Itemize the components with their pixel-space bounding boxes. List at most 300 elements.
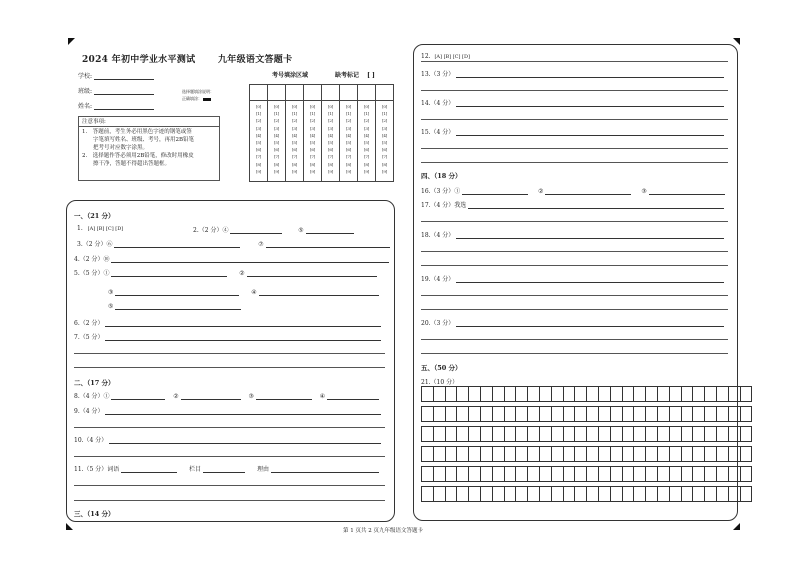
essay-cell[interactable] [705,467,717,482]
essay-cell[interactable] [681,447,693,462]
q17-answer-line[interactable] [421,221,728,222]
id-digit-write-cell[interactable] [304,85,322,101]
essay-cell[interactable] [705,407,717,422]
essay-cell[interactable] [728,487,740,502]
q16-answer-line[interactable] [649,188,725,195]
id-digit-bubble[interactable]: [0] [273,104,280,109]
essay-cell[interactable] [705,427,717,442]
essay-cell[interactable] [598,487,610,502]
essay-cell[interactable] [445,467,457,482]
id-digit-bubble-column[interactable] [322,101,340,182]
id-digit-bubble[interactable]: [0] [291,104,298,109]
essay-cell[interactable] [433,487,445,502]
id-digit-bubble[interactable]: [4] [309,132,316,138]
essay-cell[interactable] [598,447,610,462]
id-digit-bubble[interactable]: [5] [291,140,298,146]
id-digit-bubble[interactable]: [9] [291,168,298,174]
essay-cell[interactable] [587,487,599,502]
id-digit-bubble[interactable]: [3] [273,125,280,131]
essay-cell[interactable] [539,387,551,402]
q3-answer-line[interactable] [114,241,240,248]
id-digit-write-cell[interactable] [340,85,358,101]
essay-cell[interactable] [740,387,752,402]
essay-cell[interactable] [622,447,634,462]
essay-cell[interactable] [669,427,681,442]
id-digit-bubble[interactable]: [7] [381,154,388,160]
id-digit-bubble[interactable]: [8] [327,161,334,167]
essay-cell[interactable] [716,427,728,442]
essay-cell[interactable] [469,467,481,482]
essay-cell[interactable] [504,487,516,502]
essay-cell[interactable] [610,407,622,422]
essay-cell[interactable] [728,387,740,402]
q5-answer-line[interactable] [115,289,239,296]
essay-cell[interactable] [587,387,599,402]
class-input-line[interactable] [94,88,154,95]
essay-cell[interactable] [693,467,705,482]
q2-answer-line[interactable] [306,227,354,234]
essay-cell[interactable] [740,407,752,422]
q10-answer-line[interactable] [74,456,385,457]
essay-cell[interactable] [681,427,693,442]
essay-cell[interactable] [528,487,540,502]
id-digit-bubble[interactable]: [1] [381,111,388,117]
q11-reason-line[interactable] [271,466,379,473]
essay-cell[interactable] [622,407,634,422]
name-field[interactable] [78,101,154,110]
essay-cell[interactable] [492,387,504,402]
essay-cell[interactable] [480,487,492,502]
essay-cell[interactable] [563,407,575,422]
essay-cell[interactable] [610,447,622,462]
id-digit-bubble[interactable]: [6] [291,147,298,153]
essay-cell[interactable] [610,427,622,442]
essay-cell[interactable] [469,387,481,402]
q18-answer-line[interactable] [421,265,728,266]
essay-cell[interactable] [634,487,646,502]
id-digit-bubble[interactable]: [2] [345,118,352,124]
essay-cell[interactable] [457,487,469,502]
essay-cell[interactable] [740,447,752,462]
id-digit-bubble[interactable]: [3] [255,125,262,131]
essay-cell[interactable] [575,407,587,422]
essay-cell[interactable] [622,427,634,442]
essay-cell[interactable] [492,407,504,422]
essay-cell[interactable] [457,467,469,482]
id-digit-bubble[interactable]: [8] [345,161,352,167]
id-digit-write-cell[interactable] [250,85,268,101]
q15-answer-line[interactable] [456,129,724,136]
id-digit-bubble[interactable]: [5] [381,140,388,146]
id-digit-bubble[interactable]: [8] [291,161,298,167]
essay-cell[interactable] [681,387,693,402]
id-digit-bubble[interactable]: [5] [363,140,370,146]
essay-cell[interactable] [516,447,528,462]
essay-cell[interactable] [422,387,434,402]
q19-answer-line[interactable] [421,295,728,296]
essay-cell[interactable] [728,407,740,422]
id-digit-write-cell[interactable] [376,85,394,101]
essay-cell[interactable] [551,447,563,462]
essay-cell[interactable] [634,407,646,422]
essay-cell[interactable] [551,427,563,442]
id-digit-bubble[interactable]: [9] [381,168,388,174]
id-digit-bubble[interactable]: [2] [381,118,388,124]
q4-answer-line[interactable] [111,256,389,263]
q5-answer-line[interactable] [247,270,377,277]
essay-cell[interactable] [693,427,705,442]
q17-answer-line[interactable] [468,202,724,209]
essay-cell[interactable] [622,487,634,502]
essay-cell[interactable] [516,487,528,502]
essay-cell[interactable] [528,427,540,442]
essay-cell[interactable] [457,447,469,462]
essay-cell[interactable] [657,467,669,482]
essay-cell[interactable] [646,447,658,462]
essay-cell[interactable] [551,487,563,502]
essay-cell[interactable] [693,447,705,462]
q15-answer-line[interactable] [421,162,728,163]
id-digit-bubble[interactable]: [6] [345,147,352,153]
q20-answer-line[interactable] [456,320,724,327]
essay-cell[interactable] [705,447,717,462]
id-digit-bubble[interactable]: [1] [345,111,352,117]
essay-cell[interactable] [504,387,516,402]
q19-answer-line[interactable] [421,309,728,310]
id-digit-bubble[interactable]: [7] [363,154,370,160]
essay-cell[interactable] [469,407,481,422]
id-digit-bubble[interactable]: [6] [255,147,262,153]
essay-cell[interactable] [669,387,681,402]
id-digit-bubble[interactable]: [4] [291,132,298,138]
essay-cell[interactable] [634,427,646,442]
id-digit-bubble[interactable]: [8] [273,161,280,167]
essay-cell[interactable] [716,447,728,462]
essay-cell[interactable] [669,467,681,482]
essay-cell[interactable] [634,447,646,462]
essay-cell[interactable] [716,387,728,402]
essay-cell[interactable] [740,427,752,442]
essay-cell[interactable] [528,447,540,462]
q16-answer-line[interactable] [545,188,631,195]
essay-cell[interactable] [516,467,528,482]
essay-cell[interactable] [657,427,669,442]
id-digit-bubble[interactable]: [5] [327,140,334,146]
id-digit-bubble[interactable]: [6] [381,147,388,153]
essay-cell[interactable] [422,447,434,462]
essay-cell[interactable] [539,407,551,422]
essay-cell[interactable] [528,407,540,422]
q12-choices[interactable]: [A] [B] [C] [D] [434,54,470,60]
id-digit-bubble[interactable]: [2] [363,118,370,124]
essay-cell[interactable] [646,387,658,402]
essay-cell[interactable] [716,467,728,482]
essay-cell[interactable] [480,467,492,482]
essay-cell[interactable] [669,407,681,422]
q6-answer-line[interactable] [105,320,381,327]
q20-answer-line[interactable] [421,339,728,340]
id-digit-bubble[interactable]: [8] [309,161,316,167]
essay-cell[interactable] [587,467,599,482]
id-digit-bubble[interactable]: [1] [273,111,280,117]
essay-cell[interactable] [445,407,457,422]
id-digit-write-cell[interactable] [322,85,340,101]
essay-cell[interactable] [657,407,669,422]
essay-cell[interactable] [539,487,551,502]
q20-answer-line[interactable] [421,353,728,354]
essay-cell[interactable] [681,487,693,502]
essay-cell[interactable] [728,467,740,482]
id-digit-bubble[interactable]: [1] [255,111,262,117]
essay-cell[interactable] [457,387,469,402]
essay-cell[interactable] [728,447,740,462]
id-digit-bubble[interactable]: [9] [273,168,280,174]
essay-cell[interactable] [598,467,610,482]
essay-cell[interactable] [705,487,717,502]
essay-cell[interactable] [693,387,705,402]
essay-cell[interactable] [422,407,434,422]
essay-grid[interactable] [421,386,752,502]
id-digit-bubble[interactable]: [9] [363,168,370,174]
essay-cell[interactable] [563,467,575,482]
essay-cell[interactable] [492,427,504,442]
id-digit-bubble[interactable]: [7] [255,154,262,160]
id-digit-bubble[interactable]: [3] [381,125,388,131]
essay-cell[interactable] [492,487,504,502]
essay-cell[interactable] [504,467,516,482]
essay-cell[interactable] [445,447,457,462]
essay-cell[interactable] [480,427,492,442]
essay-cell[interactable] [433,387,445,402]
q8-answer-line[interactable] [111,393,165,400]
q18-answer-line[interactable] [456,232,724,239]
essay-cell[interactable] [445,487,457,502]
essay-cell[interactable] [422,467,434,482]
id-digit-bubble[interactable]: [7] [345,154,352,160]
essay-cell[interactable] [657,447,669,462]
essay-cell[interactable] [598,407,610,422]
essay-cell[interactable] [716,407,728,422]
id-digit-bubble-column[interactable] [358,101,376,182]
essay-cell[interactable] [634,467,646,482]
essay-cell[interactable] [516,427,528,442]
id-digit-bubble[interactable]: [4] [345,132,352,138]
q5-answer-line[interactable] [115,303,241,310]
essay-cell[interactable] [433,467,445,482]
essay-cell[interactable] [740,467,752,482]
q2-answer-line[interactable] [230,227,282,234]
id-digit-bubble[interactable]: [9] [255,168,262,174]
id-digit-bubble[interactable]: [6] [273,147,280,153]
essay-cell[interactable] [433,447,445,462]
essay-cell[interactable] [504,447,516,462]
essay-cell[interactable] [433,427,445,442]
essay-cell[interactable] [740,487,752,502]
essay-cell[interactable] [492,467,504,482]
essay-cell[interactable] [728,427,740,442]
id-digit-bubble[interactable]: [6] [309,147,316,153]
essay-cell[interactable] [575,387,587,402]
essay-cell[interactable] [539,447,551,462]
id-digit-bubble[interactable]: [5] [255,140,262,146]
q1-choices[interactable]: [A] [B] [C] [D] [87,226,124,232]
id-digit-bubble-column[interactable] [286,101,304,182]
essay-cell[interactable] [469,487,481,502]
essay-cell[interactable] [681,467,693,482]
school-field[interactable] [78,71,154,80]
id-digit-bubble[interactable]: [5] [345,140,352,146]
essay-cell[interactable] [480,387,492,402]
q9-answer-line[interactable] [105,408,381,415]
essay-cell[interactable] [669,487,681,502]
id-digit-bubble[interactable]: [1] [363,111,370,117]
absent-mark-box[interactable]: [ ] [367,72,375,79]
id-digit-bubble[interactable]: [7] [273,154,280,160]
id-digit-bubble[interactable]: [4] [255,132,262,138]
id-digit-bubble[interactable]: [8] [363,161,370,167]
id-digit-bubble[interactable]: [4] [327,132,334,138]
essay-cell[interactable] [646,487,658,502]
essay-cell[interactable] [693,487,705,502]
essay-cell[interactable] [646,407,658,422]
essay-cell[interactable] [575,447,587,462]
id-digit-bubble[interactable]: [6] [327,147,334,153]
id-digit-bubble-column[interactable] [340,101,358,182]
id-digit-bubble[interactable]: [0] [381,104,388,109]
essay-cell[interactable] [563,387,575,402]
essay-cell[interactable] [646,467,658,482]
essay-cell[interactable] [575,487,587,502]
q13-answer-line[interactable] [456,71,724,78]
q12-answer-line[interactable] [421,61,728,62]
id-digit-bubble[interactable]: [2] [327,118,334,124]
q18-answer-line[interactable] [421,251,728,252]
q7-answer-line[interactable] [74,353,385,354]
q11-answer-line[interactable] [74,485,385,486]
essay-cell[interactable] [622,467,634,482]
essay-cell[interactable] [716,487,728,502]
id-digit-bubble[interactable]: [1] [309,111,316,117]
id-digit-bubble[interactable]: [9] [345,168,352,174]
essay-cell[interactable] [457,407,469,422]
id-digit-bubble-column[interactable] [250,101,268,182]
essay-cell[interactable] [528,467,540,482]
q16-answer-line[interactable] [462,188,528,195]
id-digit-bubble[interactable]: [3] [309,125,316,131]
q15-answer-line[interactable] [421,148,728,149]
id-digit-write-cell[interactable] [358,85,376,101]
id-digit-bubble[interactable]: [3] [363,125,370,131]
q19-answer-line[interactable] [456,276,724,283]
q8-answer-line[interactable] [256,393,312,400]
id-digit-bubble[interactable]: [8] [381,161,388,167]
essay-cell[interactable] [516,387,528,402]
id-digit-bubble[interactable]: [2] [309,118,316,124]
essay-cell[interactable] [610,487,622,502]
id-digit-bubble[interactable]: [8] [255,161,262,167]
essay-cell[interactable] [563,447,575,462]
essay-cell[interactable] [657,487,669,502]
essay-cell[interactable] [575,427,587,442]
q5-answer-line[interactable] [259,289,379,296]
id-digit-write-cell[interactable] [286,85,304,101]
id-digit-bubble[interactable]: [7] [309,154,316,160]
q11-answer-line[interactable] [74,500,385,501]
essay-cell[interactable] [681,407,693,422]
id-digit-bubble[interactable]: [0] [345,104,352,109]
q8-answer-line[interactable] [327,393,379,400]
essay-cell[interactable] [551,467,563,482]
essay-cell[interactable] [693,407,705,422]
id-digit-bubble[interactable]: [6] [363,147,370,153]
essay-cell[interactable] [433,407,445,422]
q14-answer-line[interactable] [456,100,724,107]
q7-answer-line[interactable] [74,367,385,368]
essay-cell[interactable] [587,427,599,442]
essay-cell[interactable] [634,387,646,402]
id-digit-bubble[interactable]: [0] [363,104,370,109]
name-input-line[interactable] [94,103,154,110]
essay-cell[interactable] [598,387,610,402]
essay-cell[interactable] [528,387,540,402]
essay-cell[interactable] [669,447,681,462]
id-digit-bubble[interactable]: [0] [255,104,262,109]
essay-cell[interactable] [516,407,528,422]
id-digit-bubble[interactable]: [1] [291,111,298,117]
id-digit-bubble[interactable]: [7] [327,154,334,160]
essay-cell[interactable] [551,387,563,402]
essay-cell[interactable] [469,447,481,462]
essay-cell[interactable] [504,407,516,422]
id-digit-bubble[interactable]: [5] [273,140,280,146]
essay-cell[interactable] [480,407,492,422]
essay-cell[interactable] [480,447,492,462]
id-digit-bubble[interactable]: [2] [255,118,262,124]
essay-cell[interactable] [587,407,599,422]
id-digit-bubble-column[interactable] [268,101,286,182]
q8-answer-line[interactable] [181,393,241,400]
essay-cell[interactable] [539,467,551,482]
essay-cell[interactable] [504,427,516,442]
id-digit-bubble[interactable]: [0] [309,104,316,109]
essay-cell[interactable] [445,387,457,402]
essay-cell[interactable] [469,427,481,442]
id-digit-write-cell[interactable] [268,85,286,101]
id-digit-bubble[interactable]: [2] [291,118,298,124]
q10-answer-line[interactable] [109,437,381,444]
essay-cell[interactable] [563,487,575,502]
q9-answer-line[interactable] [74,427,385,428]
id-digit-bubble[interactable]: [7] [291,154,298,160]
id-digit-bubble-column[interactable] [304,101,322,182]
id-digit-bubble[interactable]: [9] [327,168,334,174]
q5-answer-line[interactable] [111,270,227,277]
id-digit-bubble[interactable]: [1] [327,111,334,117]
essay-cell[interactable] [457,427,469,442]
id-digit-bubble[interactable]: [3] [291,125,298,131]
id-digit-bubble[interactable]: [4] [381,132,388,138]
essay-cell[interactable] [646,427,658,442]
essay-cell[interactable] [610,467,622,482]
q7-answer-line[interactable] [105,334,381,341]
id-digit-bubble[interactable]: [3] [327,125,334,131]
essay-cell[interactable] [539,427,551,442]
q13-answer-line[interactable] [421,90,728,91]
essay-cell[interactable] [657,387,669,402]
essay-cell[interactable] [575,467,587,482]
essay-cell[interactable] [563,427,575,442]
essay-cell[interactable] [492,447,504,462]
